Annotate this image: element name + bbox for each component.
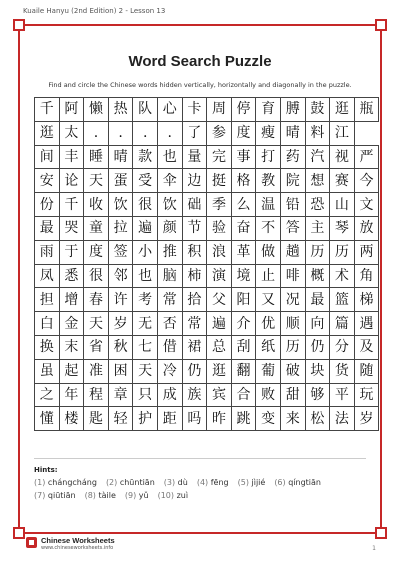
grid-cell[interactable]: 轻: [108, 407, 133, 431]
grid-row: [35, 216, 379, 240]
grid-cell[interactable]: 瓶: [354, 98, 379, 122]
grid-cell[interactable]: 鼓: [305, 98, 330, 122]
grid-cell[interactable]: 角: [354, 264, 379, 288]
grid-cell[interactable]: 睡: [84, 145, 109, 169]
grid-cell[interactable]: 增: [59, 288, 84, 312]
grid-cell[interactable]: 卡: [182, 98, 207, 122]
grid-cell[interactable]: 很: [84, 264, 109, 288]
grid-cell[interactable]: 葡: [256, 359, 281, 383]
grid-cell[interactable]: 收: [84, 193, 109, 217]
grid-cell[interactable]: 育: [256, 98, 281, 122]
grid-cell[interactable]: 历: [280, 335, 305, 359]
grid-cell[interactable]: 阿: [59, 98, 84, 122]
grid-cell[interactable]: 族: [182, 383, 207, 407]
hint-number: (5): [237, 478, 249, 487]
grid-cell[interactable]: .: [108, 121, 133, 145]
grid-cell[interactable]: 趟: [280, 240, 305, 264]
grid-cell[interactable]: 换: [35, 335, 60, 359]
grid-cell[interactable]: 成: [157, 383, 182, 407]
frame-corner-ornament: [13, 19, 25, 31]
grid-cell[interactable]: 料: [305, 121, 330, 145]
grid-cell[interactable]: 两: [354, 240, 379, 264]
grid-cell[interactable]: 脑: [157, 264, 182, 288]
grid-cell[interactable]: 白: [35, 312, 60, 336]
grid-cell[interactable]: 于: [59, 240, 84, 264]
grid-cell[interactable]: 又: [256, 288, 281, 312]
grid-cell[interactable]: 间: [35, 145, 60, 169]
hint-number: (9): [124, 491, 137, 500]
grid-cell[interactable]: 篇: [330, 312, 355, 336]
grid-cell[interactable]: 金: [59, 312, 84, 336]
grid-cell[interactable]: 奋: [231, 216, 256, 240]
grid-cell[interactable]: 哭: [59, 216, 84, 240]
grid-cell[interactable]: 安: [35, 169, 60, 193]
grid-cell[interactable]: 平: [330, 383, 355, 407]
grid-cell[interactable]: 今: [354, 169, 379, 193]
grid-cell[interactable]: 起: [59, 359, 84, 383]
grid-cell[interactable]: 程: [84, 383, 109, 407]
grid-cell[interactable]: 仍: [305, 335, 330, 359]
grid-cell[interactable]: 文: [354, 193, 379, 217]
grid-cell[interactable]: 宾: [207, 383, 232, 407]
hint-item: [34, 478, 97, 487]
grid-cell[interactable]: 块: [305, 359, 330, 383]
grid-cell[interactable]: 只: [133, 383, 158, 407]
grid-cell[interactable]: 逛: [207, 359, 232, 383]
grid-cell[interactable]: 篮: [330, 288, 355, 312]
grid-cell[interactable]: .: [84, 121, 109, 145]
grid-cell[interactable]: 考: [133, 288, 158, 312]
grid-cell[interactable]: 汽: [305, 145, 330, 169]
hint-item: [164, 478, 188, 487]
word-search-grid: [34, 97, 379, 431]
grid-cell[interactable]: 事: [231, 145, 256, 169]
grid-cell[interactable]: 赛: [330, 169, 355, 193]
grid-cell[interactable]: 法: [330, 407, 355, 431]
grid-cell[interactable]: 顺: [280, 312, 305, 336]
grid-cell[interactable]: 积: [182, 240, 207, 264]
grid-row: [35, 312, 379, 336]
grid-cell[interactable]: 梯: [354, 288, 379, 312]
grid-cell[interactable]: 遍: [133, 216, 158, 240]
grid-cell[interactable]: 七: [133, 335, 158, 359]
grid-cell[interactable]: 春: [84, 288, 109, 312]
grid-cell[interactable]: 饮: [108, 193, 133, 217]
grid-cell[interactable]: 周: [207, 98, 232, 122]
grid-cell[interactable]: 败: [256, 383, 281, 407]
hint-item: [125, 491, 149, 500]
instructions: Find and circle the Chinese words hidden vertically, horizontally and diagonally in the puzzle.: [48, 81, 352, 89]
grid-row: [35, 121, 379, 145]
brand-name: Chinese Worksheets: [41, 536, 115, 545]
grid-cell[interactable]: 蛋: [108, 169, 133, 193]
grid-cell[interactable]: 推: [157, 240, 182, 264]
grid-cell[interactable]: 瘦: [256, 121, 281, 145]
grid-cell[interactable]: 想: [305, 169, 330, 193]
grid-cell[interactable]: 总: [207, 335, 232, 359]
hint-pinyin: chūntiān: [119, 478, 155, 487]
page-number: 1: [372, 545, 376, 552]
grid-cell[interactable]: 止: [256, 264, 281, 288]
hint-number: (3): [163, 478, 176, 487]
hints-row: [34, 478, 366, 487]
grid-cell[interactable]: 逛: [330, 98, 355, 122]
grid-cell[interactable]: 了: [182, 121, 207, 145]
grid-cell[interactable]: .: [157, 121, 182, 145]
grid-cell[interactable]: 况: [280, 288, 305, 312]
grid-cell[interactable]: 匙: [84, 407, 109, 431]
hint-item: [197, 478, 229, 487]
grid-cell[interactable]: 放: [354, 216, 379, 240]
grid-cell[interactable]: 分: [330, 335, 355, 359]
grid-cell[interactable]: 逛: [35, 121, 60, 145]
grid-row: [35, 145, 379, 169]
grid-cell[interactable]: 啡: [280, 264, 305, 288]
hint-number: (1): [34, 478, 46, 487]
grid-cell[interactable]: 遇: [354, 312, 379, 336]
grid-cell[interactable]: 岁: [354, 407, 379, 431]
hint-number: (4): [196, 478, 209, 487]
grid-cell[interactable]: 破: [280, 359, 305, 383]
hint-item: [274, 478, 321, 487]
grid-cell[interactable]: 常: [182, 312, 207, 336]
grid-cell[interactable]: 太: [59, 121, 84, 145]
grid-cell[interactable]: 昨: [207, 407, 232, 431]
grid-cell[interactable]: 础: [182, 193, 207, 217]
hint-item: [238, 478, 266, 487]
grid-cell[interactable]: 份: [35, 193, 60, 217]
grid-cell[interactable]: 合: [231, 383, 256, 407]
hint-pinyin: yǔ: [138, 491, 149, 500]
grid-cell[interactable]: 最: [305, 288, 330, 312]
grid-cell[interactable]: 仍: [182, 359, 207, 383]
grid-cell[interactable]: 裙: [182, 335, 207, 359]
grid-cell[interactable]: 么: [231, 193, 256, 217]
grid-row: [35, 193, 379, 217]
hint-pinyin: jìjié: [251, 478, 266, 487]
grid-cell[interactable]: 天: [84, 312, 109, 336]
grid-row: [35, 335, 379, 359]
grid-cell[interactable]: 季: [207, 193, 232, 217]
grid-cell[interactable]: 困: [108, 359, 133, 383]
grid-cell[interactable]: 担: [35, 288, 60, 312]
grid-row: [35, 383, 379, 407]
grid-cell[interactable]: 浪: [207, 240, 232, 264]
grid-cell[interactable]: 懂: [35, 407, 60, 431]
grid-cell[interactable]: 概: [305, 264, 330, 288]
grid-cell[interactable]: 琴: [330, 216, 355, 240]
grid-cell[interactable]: 量: [182, 145, 207, 169]
grid-row: [35, 359, 379, 383]
hint-pinyin: qiūtiān: [47, 491, 76, 500]
grid-cell[interactable]: 演: [207, 264, 232, 288]
grid-cell[interactable]: 江: [330, 121, 355, 145]
grid-cell[interactable]: 拉: [108, 216, 133, 240]
grid-cell[interactable]: 无: [133, 312, 158, 336]
grid-cell[interactable]: 边: [182, 169, 207, 193]
grid-cell[interactable]: 也: [157, 145, 182, 169]
hint-number: (2): [105, 478, 118, 487]
grid-cell[interactable]: 玩: [354, 383, 379, 407]
grid-cell[interactable]: 款: [133, 145, 158, 169]
hint-number: (6): [274, 478, 286, 487]
grid-cell[interactable]: 楼: [59, 407, 84, 431]
grid-cell[interactable]: 准: [84, 359, 109, 383]
hint-pinyin: tàile: [98, 491, 116, 500]
grid-cell[interactable]: 刮: [231, 335, 256, 359]
grid-cell[interactable]: 借: [157, 335, 182, 359]
grid-cell[interactable]: 省: [84, 335, 109, 359]
grid-cell[interactable]: 虽: [35, 359, 60, 383]
hints-list: [34, 478, 366, 504]
grid-cell[interactable]: 优: [256, 312, 281, 336]
grid-row: [35, 98, 379, 122]
grid-cell[interactable]: 货: [330, 359, 355, 383]
frame-corner-ornament: [375, 527, 387, 539]
grid-cell[interactable]: 向: [305, 312, 330, 336]
grid-cell[interactable]: 柿: [182, 264, 207, 288]
hint-item: [85, 491, 116, 500]
frame-corner-ornament: [13, 527, 25, 539]
grid-row: [35, 264, 379, 288]
grid-cell[interactable]: 格: [231, 169, 256, 193]
grid-cell[interactable]: 教: [256, 169, 281, 193]
grid-cell[interactable]: 做: [256, 240, 281, 264]
grid-cell[interactable]: 完: [207, 145, 232, 169]
hint-pinyin: chángcháng: [47, 478, 97, 487]
grid-cell[interactable]: 翻: [231, 359, 256, 383]
grid-cell[interactable]: 常: [157, 288, 182, 312]
grid-cell[interactable]: 很: [133, 193, 158, 217]
grid-cell[interactable]: 山: [330, 193, 355, 217]
grid-cell[interactable]: 来: [280, 407, 305, 431]
grid-cell[interactable]: 变: [256, 407, 281, 431]
grid-cell[interactable]: 严: [354, 145, 379, 169]
hint-number: (7): [34, 491, 46, 500]
grid-cell[interactable]: 之: [35, 383, 60, 407]
grid-cell[interactable]: 温: [256, 193, 281, 217]
grid-cell[interactable]: 天: [133, 359, 158, 383]
grid-cell[interactable]: 节: [182, 216, 207, 240]
grid-cell[interactable]: 许: [108, 288, 133, 312]
grid-cell[interactable]: 介: [231, 312, 256, 336]
grid-cell[interactable]: .: [133, 121, 158, 145]
grid-cell[interactable]: 冷: [157, 359, 182, 383]
grid-row: [35, 288, 379, 312]
grid-cell[interactable]: 丰: [59, 145, 84, 169]
grid-cell[interactable]: 否: [157, 312, 182, 336]
grid-cell[interactable]: 邻: [108, 264, 133, 288]
hint-pinyin: dù: [177, 478, 188, 487]
hint-item: [158, 491, 188, 500]
hint-pinyin: zuì: [176, 491, 189, 500]
grid-cell[interactable]: 护: [133, 407, 158, 431]
grid-cell[interactable]: 最: [35, 216, 60, 240]
grid-row: [35, 240, 379, 264]
grid-cell[interactable]: 革: [231, 240, 256, 264]
grid-cell[interactable]: 够: [305, 383, 330, 407]
grid-cell[interactable]: 章: [108, 383, 133, 407]
grid-cell[interactable]: 千: [35, 98, 60, 122]
grid-cell[interactable]: 恐: [305, 193, 330, 217]
hint-item: [106, 478, 155, 487]
grid-cell[interactable]: 热: [108, 98, 133, 122]
grid-cell[interactable]: 度: [84, 240, 109, 264]
grid-cell[interactable]: 晴: [108, 145, 133, 169]
grid-cell[interactable]: 主: [305, 216, 330, 240]
grid-cell[interactable]: 铅: [280, 193, 305, 217]
frame-corner-ornament: [375, 19, 387, 31]
page-title: Word Search Puzzle: [128, 53, 272, 70]
header-note: Kuaile Hanyu (2nd Edition) 2 - Lesson 13: [23, 7, 166, 15]
grid-cell[interactable]: 伞: [157, 169, 182, 193]
grid-cell[interactable]: 受: [133, 169, 158, 193]
grid-cell[interactable]: 答: [280, 216, 305, 240]
grid-cell[interactable]: 颜: [157, 216, 182, 240]
grid-cell[interactable]: 院: [280, 169, 305, 193]
grid-cell[interactable]: 懒: [84, 98, 109, 122]
grid-cell[interactable]: 吗: [182, 407, 207, 431]
grid-cell[interactable]: 签: [108, 240, 133, 264]
grid-cell[interactable]: 雨: [35, 240, 60, 264]
grid-cell[interactable]: 心: [157, 98, 182, 122]
grid-cell[interactable]: 岁: [108, 312, 133, 336]
grid-cell[interactable]: 停: [231, 98, 256, 122]
brand-url[interactable]: www.chineseworksheets.info: [41, 545, 114, 551]
grid-cell[interactable]: 阳: [231, 288, 256, 312]
grid-row: [35, 169, 379, 193]
grid-cell[interactable]: 药: [280, 145, 305, 169]
grid-cell[interactable]: 年: [59, 383, 84, 407]
hint-pinyin: fēng: [210, 478, 229, 487]
grid-cell[interactable]: 遍: [207, 312, 232, 336]
grid-row: [35, 407, 379, 431]
grid-cell[interactable]: 跳: [231, 407, 256, 431]
grid-cell[interactable]: 历: [330, 240, 355, 264]
grid-cell[interactable]: 境: [231, 264, 256, 288]
grid-cell[interactable]: 不: [256, 216, 281, 240]
grid-cell[interactable]: 秋: [108, 335, 133, 359]
hints-divider: [34, 458, 366, 459]
grid-cell[interactable]: 晴: [280, 121, 305, 145]
grid-cell[interactable]: 队: [133, 98, 158, 122]
grid-cell[interactable]: 及: [354, 335, 379, 359]
grid-cell[interactable]: 随: [354, 359, 379, 383]
grid-cell[interactable]: 父: [207, 288, 232, 312]
grid-cell[interactable]: 童: [84, 216, 109, 240]
grid-cell[interactable]: 小: [133, 240, 158, 264]
brand-logo-icon: [26, 537, 37, 548]
hint-pinyin: qíngtiān: [288, 478, 321, 487]
hint-item: [34, 491, 76, 500]
grid-cell[interactable]: 历: [305, 240, 330, 264]
grid-cell[interactable]: 末: [59, 335, 84, 359]
hints-row: [34, 491, 366, 500]
grid-cell[interactable]: 饮: [157, 193, 182, 217]
grid-cell[interactable]: 挺: [207, 169, 232, 193]
grid-cell[interactable]: 膊: [280, 98, 305, 122]
grid-cell[interactable]: 论: [59, 169, 84, 193]
grid-cell[interactable]: 甜: [280, 383, 305, 407]
hint-number: (8): [84, 491, 96, 500]
grid-cell[interactable]: 千: [59, 193, 84, 217]
grid-cell[interactable]: 悉: [59, 264, 84, 288]
grid-cell[interactable]: 也: [133, 264, 158, 288]
grid-cell[interactable]: 纸: [256, 335, 281, 359]
hints-title: Hints:: [34, 466, 58, 474]
grid-cell[interactable]: 天: [84, 169, 109, 193]
grid-cell[interactable]: 拾: [182, 288, 207, 312]
grid-cell[interactable]: 验: [207, 216, 232, 240]
grid-cell[interactable]: 视: [330, 145, 355, 169]
grid-cell[interactable]: 参: [207, 121, 232, 145]
grid-cell[interactable]: 打: [256, 145, 281, 169]
grid-cell[interactable]: 术: [330, 264, 355, 288]
grid-cell[interactable]: 度: [231, 121, 256, 145]
grid-cell[interactable]: 松: [305, 407, 330, 431]
hint-number: (10): [157, 491, 175, 500]
grid-cell[interactable]: 凤: [35, 264, 60, 288]
grid-cell[interactable]: 距: [157, 407, 182, 431]
